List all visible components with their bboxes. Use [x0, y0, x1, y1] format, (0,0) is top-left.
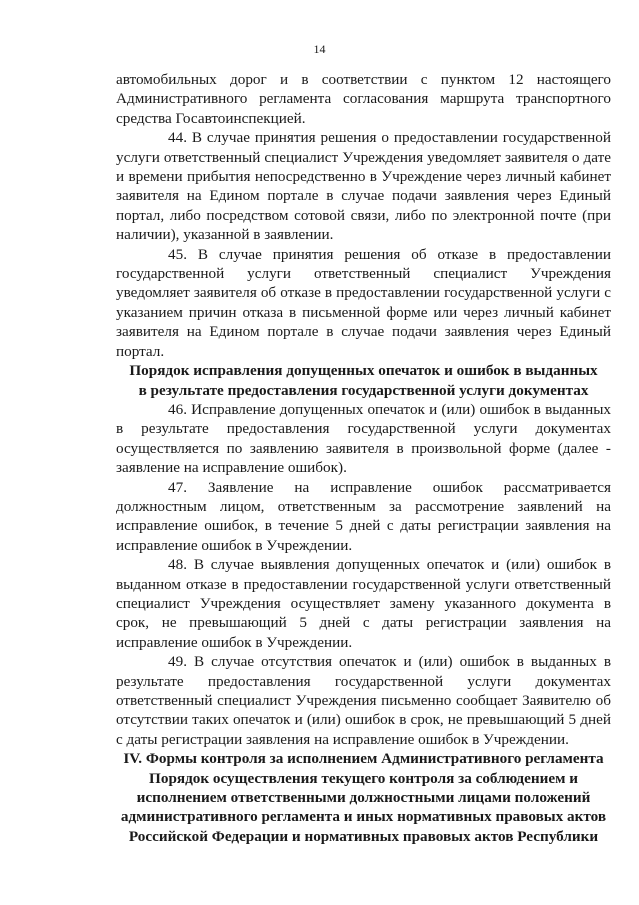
- paragraph-44: 44. В случае принятия решения о предоставлении государственной услуги ответственный специалист Учреждения уведомляет заявителя о дате и времени прибытия непосредственно в Учреждение через личный кабинет заявителя на Едином портале в случае подачи заявления через Единый портал, либо посредством сотовой связи, либо по электронной почте (при наличии), указанной в заявлении.: [116, 129, 611, 244]
- paragraph-47: 47. Заявление на исправление ошибок рассматривается должностным лицом, ответственным за рассмотрение заявлений на исправление ошибок, в течение 5 дней с даты регистрации заявления на исправление ошибок в Учреждении.: [116, 478, 611, 554]
- page-number: 14: [313, 42, 326, 56]
- paragraph-48: 48. В случае выявления допущенных опечаток и (или) ошибок в выданном отказе в предоставлении государственной услуги ответственный специалист Учреждения осуществляет замену указанного документа в срок, не превышающий 5 дней с даты регистрации заявления на исправление ошибок в Учреждении.: [116, 556, 611, 651]
- paragraph-49: 49. В случае отсутствия опечаток и (или) ошибок в выданных в результате предоставления государственной услуги документах ответственный специалист Учреждения письменно сообщает Заявителю об отсутствии таких опечаток и (или) ошибок в срок, не превышающий 5 дней с даты регистрации заявления на исправление ошибок в Учреждении.: [116, 653, 611, 748]
- paragraph-45: 45. В случае принятия решения об отказе в предоставлении государственной услуги ответственный специалист Учреждения уведомляет заявителя об отказе в предоставлении государственной услуги с указанием причин отказа в письменной форме или через личный кабинет заявителя на Едином портале в случае подачи заявления через Единый портал.: [116, 245, 611, 360]
- heading-section-4: IV. Формы контроля за исполнением Административного регламента: [123, 750, 604, 768]
- heading-corrections: Порядок исправления допущенных опечаток и ошибок в выданных в результате предоставления государственной услуги документах: [129, 362, 598, 399]
- paragraph-continuation: автомобильных дорог и в соответствии с пунктом 12 настоящего Административного регламента согласования маршрута транспортного средства Госавтоинспекцией.: [116, 71, 611, 127]
- document-body: [116, 70, 611, 846]
- paragraph-46: 46. Исправление допущенных опечаток и (или) ошибок в выданных в результате предоставления государственной услуги документах осуществляется по заявлению заявителя в произвольной форме (далее - заявление на исправление ошибок).: [116, 400, 611, 477]
- heading-current-control: Порядок осуществления текущего контроля за соблюдением и исполнением ответственными должностными лицами положений административного регламента и иных нормативных правовых актов Российской Федерации и нормативных правовых актов Республики: [120, 769, 607, 845]
